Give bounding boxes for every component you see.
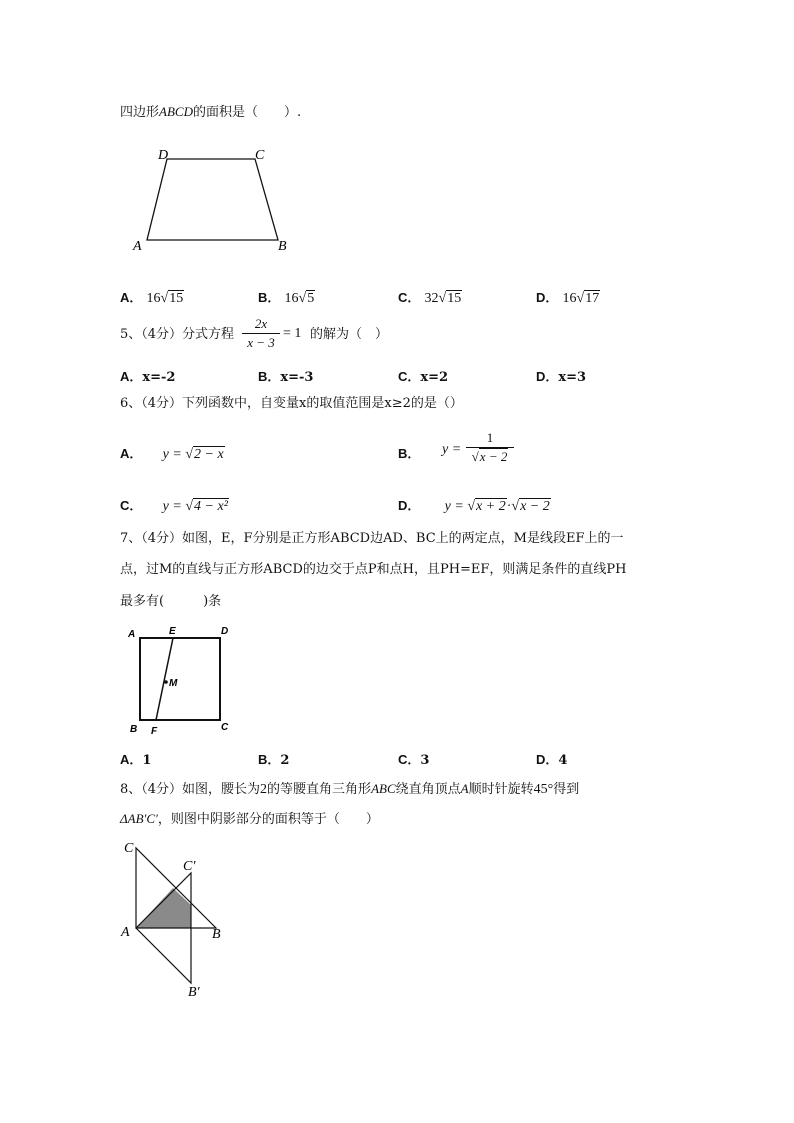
rotated-triangle-figure [118,838,238,1003]
q4-stem: 四边形ABCD的面积是（ ）. [120,104,302,120]
label-A: A [133,239,142,254]
q6-option-a[interactable]: A． y = √2 − x [120,446,224,462]
point-M [164,680,168,684]
q5-option-a[interactable]: A．x=-2 [120,369,176,385]
q5-stem-post: 的解为（ ） [310,327,389,342]
label-B: B [278,239,287,254]
q7-option-d[interactable]: D．4 [536,752,568,768]
label-B-prime: B′ [188,985,200,1000]
q7-line2: 点，过M的直线与正方形ABCD的边交于点P和点H，且PH=EF，则满足条件的直线PH [120,562,627,577]
q4-option-b[interactable]: B． 16√5 [258,290,315,306]
q6-option-d[interactable]: D． y = √x + 2·√x − 2 [398,498,550,514]
q6-option-b-rad: x − 2 [479,449,508,464]
label-E: E [169,626,176,637]
q7-option-b[interactable]: B．2 [258,752,290,768]
q5-eq: = 1 [283,326,302,341]
q5-option-c[interactable]: C．x=2 [398,369,449,385]
q6-option-b-fraction: $\frac{1}{√x - 2}$ [466,430,514,465]
label-B: B [130,724,138,735]
label-M: M [169,678,178,689]
q6-option-b-num: 1 [466,430,514,448]
label-C: C [221,722,229,733]
q5-fraction [242,316,280,351]
label-F: F [151,726,158,737]
q5-frac-num: 2x [242,316,280,334]
trapezoid-figure [130,140,300,260]
q6-option-b-pre: y = [442,442,462,457]
label-A: A [128,629,136,640]
label-D: D [221,626,229,637]
q7-line1: 7、（4分）如图，E，F分别是正方形ABCD边AD、BC上的两定点，M是线段EF上的一 [120,531,624,546]
q6-option-c[interactable]: C． y = √4 − x² [120,498,228,514]
q6-option-b-label[interactable]: B． [398,446,421,461]
q5-option-d[interactable]: D．x=3 [536,369,587,385]
label-C: C [255,148,265,163]
label-C: C [124,841,134,856]
q5-stem-pre: 5、（4分）分式方程 [120,327,235,342]
label-C-prime: C′ [183,859,196,874]
q5-frac-den: x − 3 [247,335,275,350]
square-figure [125,624,240,739]
q4-option-a[interactable]: A． 16√15 [120,290,184,306]
q7-line3: 最多有( )条 [120,594,222,609]
label-A: A [121,925,130,940]
q6-stem: 6、（4分）下列函数中，自变量x的取值范围是x≥2的是（） [120,396,463,411]
q4-option-d[interactable]: D． 16√17 [536,290,600,306]
q7-option-a[interactable]: A．1 [120,752,152,768]
label-B: B [212,927,221,942]
q7-option-c[interactable]: C．3 [398,752,430,768]
q8-line1: 8、（4分）如图，腰长为2的等腰直角三角形ABC绕直角顶点A顺时针旋转45°得到 [120,781,580,797]
label-D: D [158,148,169,163]
q4-option-c[interactable]: C． 32√15 [398,290,462,306]
q5-option-b[interactable]: B．x=-3 [258,369,314,385]
q8-line2: ΔAB′C′，则图中阴影部分的面积等于（ ） [120,811,379,827]
